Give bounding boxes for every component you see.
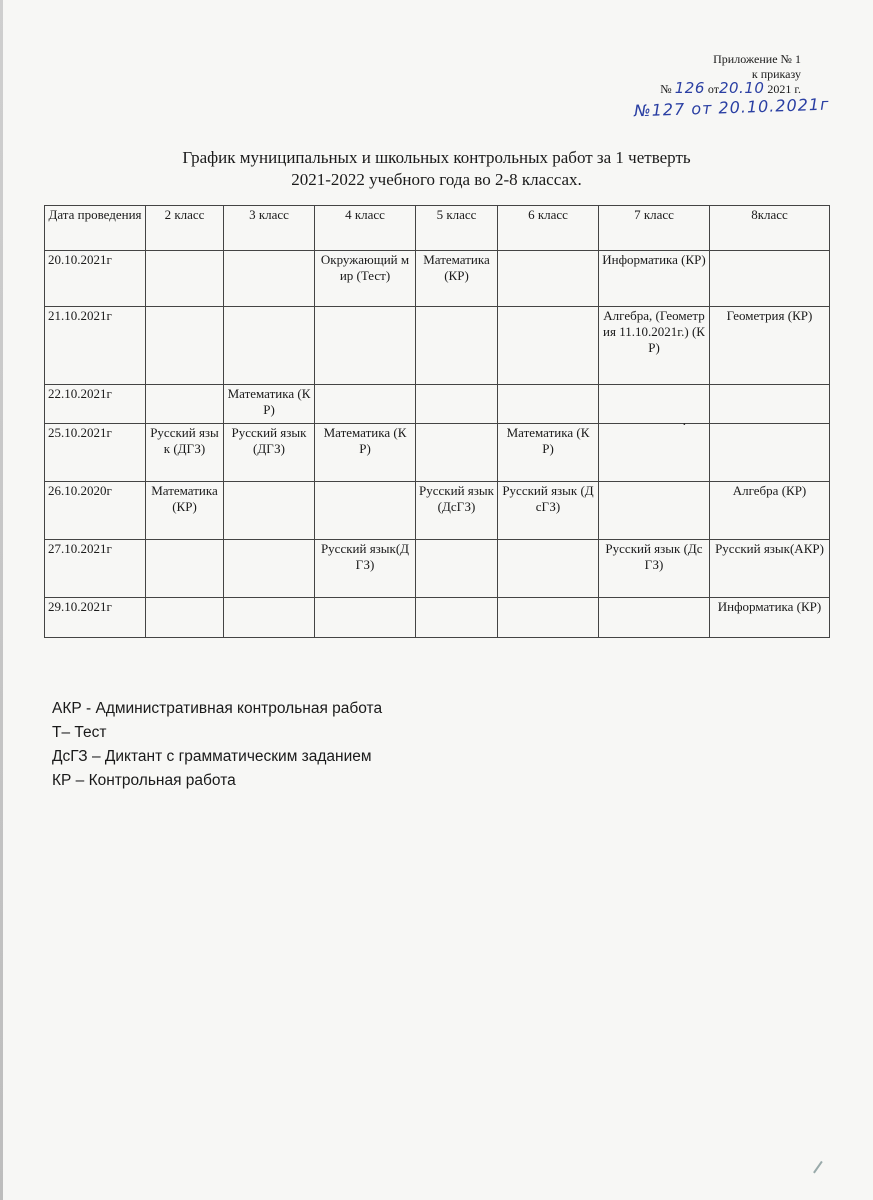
- table-row: [45, 598, 830, 638]
- table-cell: [224, 540, 315, 598]
- order-year: 2021 г.: [767, 82, 801, 96]
- row-date: 29.10.2021г: [45, 598, 146, 638]
- row-date: 25.10.2021г: [45, 424, 146, 482]
- table-cell: [599, 482, 710, 540]
- table-cell: Математика (КР): [315, 424, 416, 482]
- table-cell: Русский язык(ДГЗ): [315, 540, 416, 598]
- legend-item: Т– Тест: [52, 724, 107, 741]
- table-cell: Математика (КР): [416, 251, 498, 307]
- header-class-3: 3 класс: [224, 206, 315, 251]
- table-cell: [315, 385, 416, 424]
- table-cell: [224, 482, 315, 540]
- order-number: 126: [674, 79, 705, 97]
- table-header-row: [45, 206, 830, 251]
- table-cell: Алгебра (КР): [710, 482, 830, 540]
- table-cell: Математика (КР): [224, 385, 315, 424]
- table-cell: [146, 307, 224, 385]
- header-class-8: 8класс: [710, 206, 830, 251]
- appendix-block: [660, 52, 801, 97]
- header-class-4: 4 класс: [315, 206, 416, 251]
- table-cell: Математика (КР): [498, 424, 599, 482]
- table-cell: [599, 598, 710, 638]
- row-date: 20.10.2021г: [45, 251, 146, 307]
- header-class-6: 6 класс: [498, 206, 599, 251]
- stray-mark: ·: [682, 418, 687, 433]
- table-row: [45, 540, 830, 598]
- handwritten-correction: №127 от 20.10.2021г: [633, 94, 830, 121]
- row-date: 21.10.2021г: [45, 307, 146, 385]
- page-title: [0, 147, 873, 191]
- table-row: [45, 251, 830, 307]
- table-cell: [710, 385, 830, 424]
- table-cell: [710, 251, 830, 307]
- legend-item: АКР - Административная контрольная работа: [52, 700, 383, 717]
- table-cell: [416, 540, 498, 598]
- table-cell: [498, 598, 599, 638]
- table-cell: [224, 307, 315, 385]
- number-prefix: №: [660, 82, 672, 96]
- row-date: 22.10.2021г: [45, 385, 146, 424]
- table-cell: [146, 540, 224, 598]
- table-cell: Окружающий мир (Тест): [315, 251, 416, 307]
- table-cell: [146, 598, 224, 638]
- row-date: 26.10.2020г: [45, 482, 146, 540]
- table-cell: [416, 385, 498, 424]
- row-date: 27.10.2021г: [45, 540, 146, 598]
- legend-item: ДсГЗ – Диктант с грамматическим заданием: [52, 748, 372, 765]
- order-date: 20.10: [718, 79, 765, 97]
- table-row: [45, 307, 830, 385]
- table-cell: Информатика (КР): [710, 598, 830, 638]
- appendix-title: Приложение № 1: [713, 52, 801, 66]
- table-cell: Русский язык(АКР): [710, 540, 830, 598]
- table-cell: [599, 424, 710, 482]
- title-line-2: 2021-2022 учебного года во 2-8 классах.: [291, 170, 582, 189]
- table-cell: [416, 307, 498, 385]
- table-cell: [315, 307, 416, 385]
- table-cell: Геометрия (КР): [710, 307, 830, 385]
- table-cell: [498, 251, 599, 307]
- table-cell: [498, 385, 599, 424]
- table-cell: [224, 251, 315, 307]
- table-row: [45, 385, 830, 424]
- table-cell: Русский язык (ДГЗ): [224, 424, 315, 482]
- table-cell: Алгебра, (Геометрия 11.10.2021г.) (КР): [599, 307, 710, 385]
- table-cell: Русский язык (ДсГЗ): [416, 482, 498, 540]
- table-cell: Русский язык (ДГЗ): [146, 424, 224, 482]
- table-cell: [498, 307, 599, 385]
- table-row: [45, 424, 830, 482]
- table-cell: [416, 424, 498, 482]
- header-class-7: 7 класс: [599, 206, 710, 251]
- header-class-5: 5 класс: [416, 206, 498, 251]
- appendix-order-line: к приказу: [751, 66, 801, 81]
- legend-item: КР – Контрольная работа: [52, 772, 236, 789]
- header-date: Дата проведения: [45, 206, 146, 251]
- table-cell: Русский язык (ДсГЗ): [599, 540, 710, 598]
- table-cell: [710, 424, 830, 482]
- table-cell: [224, 598, 315, 638]
- table-cell: Математика (КР): [146, 482, 224, 540]
- table-cell: [146, 385, 224, 424]
- from-word: от: [707, 82, 719, 96]
- table-cell: Русский язык (ДсГЗ): [498, 482, 599, 540]
- table-cell: [146, 251, 224, 307]
- pen-mark: [813, 1161, 831, 1179]
- table-cell: [315, 482, 416, 540]
- table-cell: [416, 598, 498, 638]
- title-line-1: График муниципальных и школьных контрольных работ за 1 четверть: [182, 148, 691, 167]
- schedule-table: [44, 205, 830, 638]
- table-cell: [315, 598, 416, 638]
- table-cell: Информатика (КР): [599, 251, 710, 307]
- legend: [52, 697, 382, 793]
- header-class-2: 2 класс: [146, 206, 224, 251]
- table-row: [45, 482, 830, 540]
- appendix-number-line: [660, 81, 801, 97]
- table-cell: [498, 540, 599, 598]
- table-cell: [599, 385, 710, 424]
